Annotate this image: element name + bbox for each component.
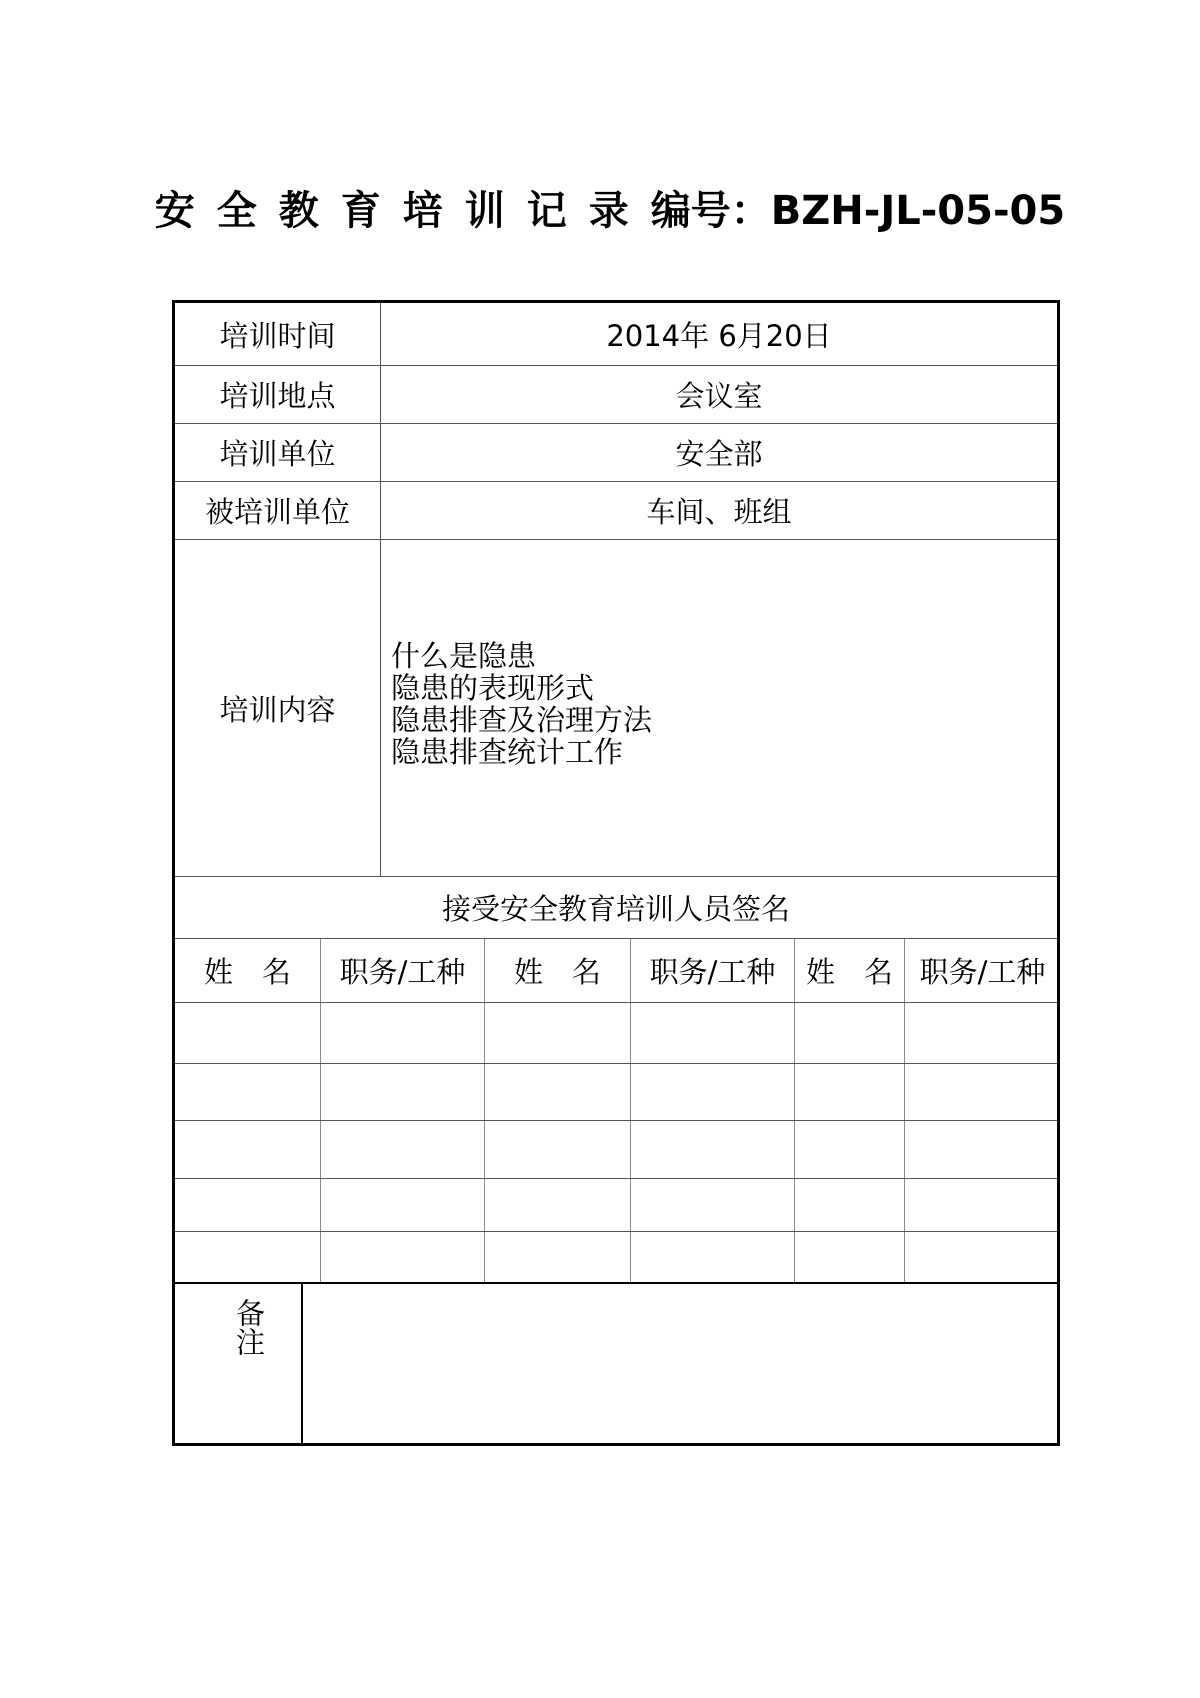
row-training-unit xyxy=(175,424,1057,482)
header-position-2: 职务/工种 xyxy=(631,939,795,1002)
signature-position-cell[interactable] xyxy=(631,1121,795,1178)
row-training-time xyxy=(175,303,1057,366)
signature-position-cell[interactable] xyxy=(321,1179,485,1231)
signature-name-cell[interactable] xyxy=(175,1003,321,1063)
signature-name-cell[interactable] xyxy=(485,1121,631,1178)
signature-position-cell[interactable] xyxy=(905,1064,1060,1120)
signature-name-cell[interactable] xyxy=(795,1003,905,1063)
signature-position-cell[interactable] xyxy=(321,1121,485,1178)
signature-position-cell[interactable] xyxy=(905,1003,1060,1063)
training-content-list xyxy=(391,640,652,768)
header-position-1: 职务/工种 xyxy=(321,939,485,1002)
signature-position-cell[interactable] xyxy=(631,1064,795,1120)
content-item: 隐患的表现形式 xyxy=(391,671,595,705)
signature-row xyxy=(175,1121,1057,1179)
training-location-label: 培训地点 xyxy=(175,366,381,423)
signature-name-cell[interactable] xyxy=(175,1179,321,1231)
remarks-value[interactable] xyxy=(303,1284,1057,1443)
signature-name-cell[interactable] xyxy=(175,1232,321,1282)
signature-position-cell[interactable] xyxy=(631,1003,795,1063)
row-signature-title xyxy=(175,877,1057,939)
row-training-location xyxy=(175,366,1057,424)
signature-position-cell[interactable] xyxy=(905,1232,1060,1282)
content-item: 隐患排查及治理方法 xyxy=(391,703,653,737)
signature-position-cell[interactable] xyxy=(321,1064,485,1120)
signature-position-cell[interactable] xyxy=(631,1179,795,1231)
signature-name-cell[interactable] xyxy=(485,1064,631,1120)
content-item: 隐患排查统计工作 xyxy=(391,735,624,769)
signature-row xyxy=(175,1179,1057,1232)
signature-name-cell[interactable] xyxy=(485,1232,631,1282)
signature-position-cell[interactable] xyxy=(631,1232,795,1282)
trainee-unit-label: 被培训单位 xyxy=(175,482,381,539)
training-record-form xyxy=(172,300,1060,1446)
header-name-3: 姓 名 xyxy=(795,939,905,1002)
signature-name-cell[interactable] xyxy=(795,1232,905,1282)
training-unit-value: 安全部 xyxy=(675,437,763,471)
signature-name-cell[interactable] xyxy=(795,1179,905,1231)
signature-position-cell[interactable] xyxy=(905,1121,1060,1178)
signature-name-cell[interactable] xyxy=(485,1003,631,1063)
training-content-label: 培训内容 xyxy=(175,540,381,876)
header-position-3: 职务/工种 xyxy=(919,955,1046,989)
row-trainee-unit xyxy=(175,482,1057,540)
signature-position-cell[interactable] xyxy=(321,1003,485,1063)
header-name-2: 姓 名 xyxy=(485,939,631,1002)
row-training-content xyxy=(175,540,1057,877)
signature-position-cell[interactable] xyxy=(321,1232,485,1282)
signature-section-title: 接受安全教育培训人员签名 xyxy=(441,892,790,926)
title-text: 安全教育培训记录 xyxy=(154,188,651,234)
remarks-label-cell xyxy=(175,1284,303,1443)
signature-position-cell[interactable] xyxy=(905,1179,1060,1231)
document-code: 编号：BZH-JL-05-05 xyxy=(650,188,1066,234)
training-time-label: 培训时间 xyxy=(175,303,381,365)
signature-name-cell[interactable] xyxy=(175,1121,321,1178)
training-time-value: 2014年 6月20日 xyxy=(606,318,832,353)
row-remarks xyxy=(175,1284,1057,1443)
signature-name-cell[interactable] xyxy=(485,1179,631,1231)
signature-row xyxy=(175,1232,1057,1284)
content-item: 什么是隐患 xyxy=(391,639,537,673)
signature-row xyxy=(175,1003,1057,1064)
training-location-value: 会议室 xyxy=(675,379,763,413)
trainee-unit-value: 车间、班组 xyxy=(646,495,792,529)
document-title xyxy=(150,180,1070,242)
training-unit-label: 培训单位 xyxy=(175,424,381,481)
signature-name-cell[interactable] xyxy=(795,1121,905,1178)
signature-name-cell[interactable] xyxy=(795,1064,905,1120)
signature-header-row xyxy=(175,939,1057,1003)
header-name-1: 姓 名 xyxy=(175,939,321,1002)
signature-name-cell[interactable] xyxy=(175,1064,321,1120)
signature-row xyxy=(175,1064,1057,1121)
remarks-label: 备注 xyxy=(232,1298,266,1356)
